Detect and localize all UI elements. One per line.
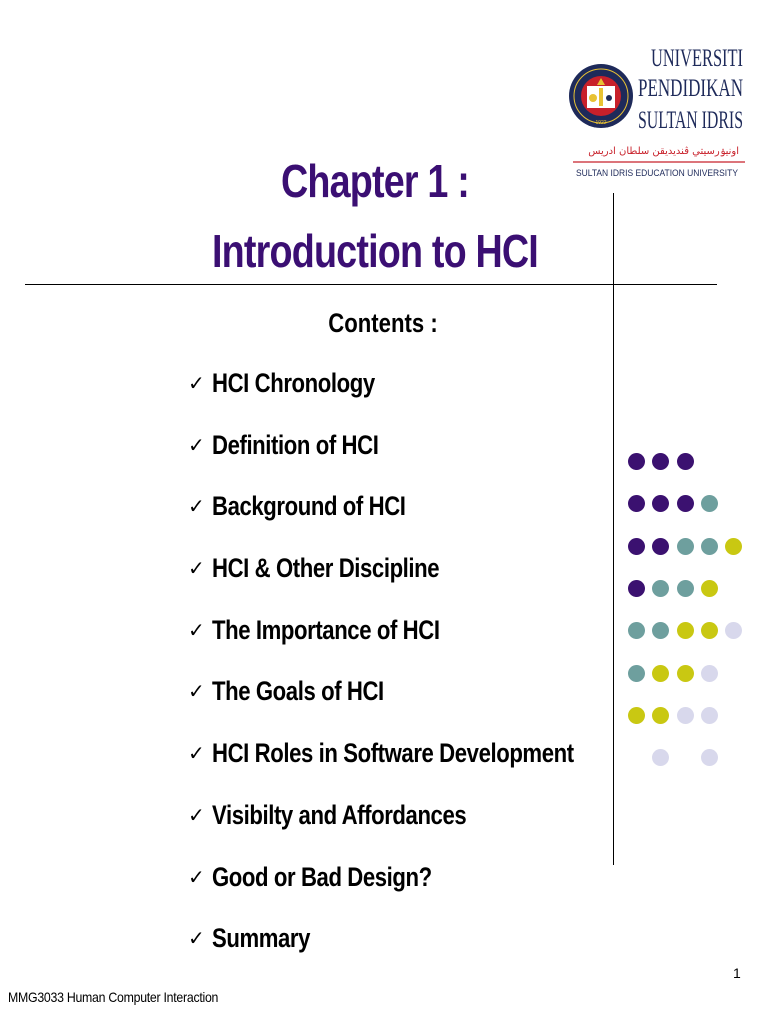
decorative-dot (652, 665, 669, 682)
check-icon: ✓ (188, 864, 205, 889)
university-logo (569, 38, 749, 183)
decorative-dot (628, 580, 645, 597)
list-item (188, 366, 653, 428)
decorative-dot (701, 665, 718, 682)
footer-course-title: MMG3033 Human Computer Interaction (8, 989, 219, 1005)
list-item-label: Visibilty and Affordances (212, 799, 467, 830)
decorative-dot (677, 622, 694, 639)
list-item (188, 860, 653, 922)
svg-text:SULTAN IDRIS EDUCATION UNIVERS: SULTAN IDRIS EDUCATION UNIVERSITY (576, 168, 738, 178)
decorative-dot (701, 495, 718, 512)
svg-text:SULTAN IDRIS: SULTAN IDRIS (638, 107, 743, 134)
decorative-dot (701, 622, 718, 639)
check-icon: ✓ (188, 432, 205, 457)
check-icon: ✓ (188, 371, 205, 395)
check-icon: ✓ (188, 741, 205, 766)
list-item-label: HCI & Other Discipline (212, 553, 440, 584)
list-item (188, 551, 653, 613)
decorative-dot (628, 453, 645, 470)
check-icon: ✓ (188, 556, 205, 581)
decorative-dot (701, 580, 718, 597)
list-item-label: The Goals of HCI (212, 676, 384, 707)
title-line-2: Introduction to HCI (212, 225, 538, 277)
decorative-dot (628, 538, 645, 555)
svg-text:اونيۏرسيتي ڤنديديقن سلطان ادري: اونيۏرسيتي ڤنديديقن سلطان ادريس (588, 146, 739, 157)
decorative-dot (652, 622, 669, 639)
university-crest-icon (569, 38, 749, 183)
decorative-dot (701, 749, 718, 766)
list-item-label: The Importance of HCI (212, 614, 440, 645)
list-item (188, 798, 653, 860)
check-icon: ✓ (188, 802, 205, 827)
check-icon: ✓ (188, 494, 205, 519)
title-line-1: Chapter 1 : (280, 155, 469, 207)
list-item (188, 736, 653, 798)
decorative-dot (652, 707, 669, 724)
check-icon: ✓ (188, 617, 205, 642)
list-item (188, 674, 653, 736)
decorative-dot (628, 665, 645, 682)
decorative-dot (628, 707, 645, 724)
svg-text:UNIVERSITI: UNIVERSITI (651, 45, 743, 72)
check-icon: ✓ (188, 926, 205, 951)
decorative-dot (652, 538, 669, 555)
decorative-dot (701, 538, 718, 555)
list-item-label: Definition of HCI (212, 429, 379, 460)
decorative-dot (677, 495, 694, 512)
decorative-dot (677, 665, 694, 682)
svg-text:1922: 1922 (595, 120, 607, 126)
list-item (188, 428, 653, 490)
list-item (188, 921, 653, 983)
decorative-dot (652, 453, 669, 470)
decorative-dot (652, 495, 669, 512)
list-item (188, 613, 653, 675)
decorative-dot (677, 453, 694, 470)
list-item-label: Background of HCI (212, 491, 406, 522)
list-item-label: HCI Roles in Software Development (212, 738, 574, 769)
page-number: 1 (733, 965, 741, 981)
list-item-label: Good or Bad Design? (212, 861, 432, 892)
svg-text:PENDIDIKAN: PENDIDIKAN (638, 75, 743, 102)
decorative-dot (677, 580, 694, 597)
contents-heading: Contents : (328, 308, 438, 338)
decorative-dot (725, 622, 742, 639)
decorative-dot (652, 749, 669, 766)
decorative-dot (652, 580, 669, 597)
contents-list (188, 366, 653, 983)
list-item (188, 489, 653, 551)
decorative-dot (701, 707, 718, 724)
list-item-label: HCI Chronology (212, 368, 375, 398)
decorative-dot (725, 538, 742, 555)
list-item-label: Summary (212, 923, 311, 954)
check-icon: ✓ (188, 679, 205, 704)
decorative-dot (677, 707, 694, 724)
decorative-dot (677, 538, 694, 555)
